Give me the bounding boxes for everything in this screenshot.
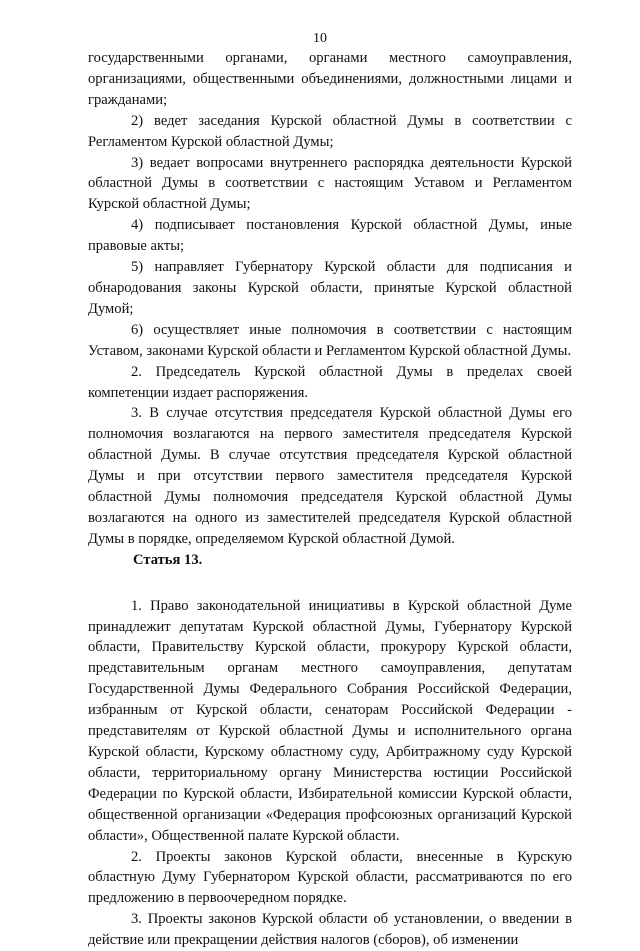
paragraph: государственными органами, органами местного самоуправления, организациями, общественными объединениями, должностными лицами и гражданами;: [88, 50, 572, 108]
paragraph: 5) направляет Губернатору Курской области для подписания и обнародования законы Курской области, принятые Курской областной Думой;: [88, 259, 572, 317]
paragraph: 3) ведает вопросами внутреннего распорядка деятельности Курской областной Думы в соответствии с настоящим Уставом и Регламентом Курской областной Думы;: [88, 154, 572, 213]
paragraph: 3. В случае отсутствия председателя Курской областной Думы его полномочия возлагаются на первого заместителя председателя Курской областной Думы. В случае отсутствия председателя Курской областной Думы и при отсутствии первого заместителя председателя Курской областной Думы полномочия председателя Курской областной Думы возлагаются на одного из заместителей председателя Курской областной Думы в порядке, определяемом Курской областной Думой.: [88, 405, 572, 547]
article-heading: Статья 13.: [133, 551, 203, 568]
page-number: 10: [313, 31, 327, 46]
paragraph: 3. Проекты законов Курской области об установлении, о введении в действие или прекращении действия налогов (сборов), об изменении: [88, 911, 572, 949]
paragraph: 6) осуществляет иные полномочия в соответствии с настоящим Уставом, законами Курской области и Регламентом Курской областной Думы.: [88, 321, 572, 359]
paragraph: 4) подписывает постановления Курской областной Думы, иные правовые акты;: [88, 217, 572, 255]
paragraph: 1. Право законодательной инициативы в Курской областной Думе принадлежит депутатам Курской областной Думы, Губернатору Курской области, Правительству Курской области, прокурору Курской области, представительным органам местного самоуправления, депутатам Государственной Думы Федерального Собрания Российской Федерации, избранным от Курской области, сенаторам Российской Федерации - представителям от Курской областной Думы и исполнительного органа Курской области, Курскому областному суду, Арбитражному суду Курской области, территориальному органу Министерства юстиции Российской Федерации по Курской области, Избирательной комиссии Курской области, общественной организации «Федерация профсоюзных организаций Курской области», Общественной палате Курской области.: [88, 597, 572, 844]
document-body: [88, 48, 572, 951]
paragraph: 2. Председатель Курской областной Думы в пределах своей компетенции издает распоряжения.: [88, 363, 572, 401]
paragraph: 2. Проекты законов Курской области, внесенные в Курскую областную Думу Губернатором Курской области, рассматриваются по его предложению в первоочередном порядке.: [88, 848, 572, 907]
spacer: [88, 571, 572, 596]
paragraph: 2) ведет заседания Курской областной Думы в соответствии с Регламентом Курской областной Думы;: [88, 112, 572, 150]
